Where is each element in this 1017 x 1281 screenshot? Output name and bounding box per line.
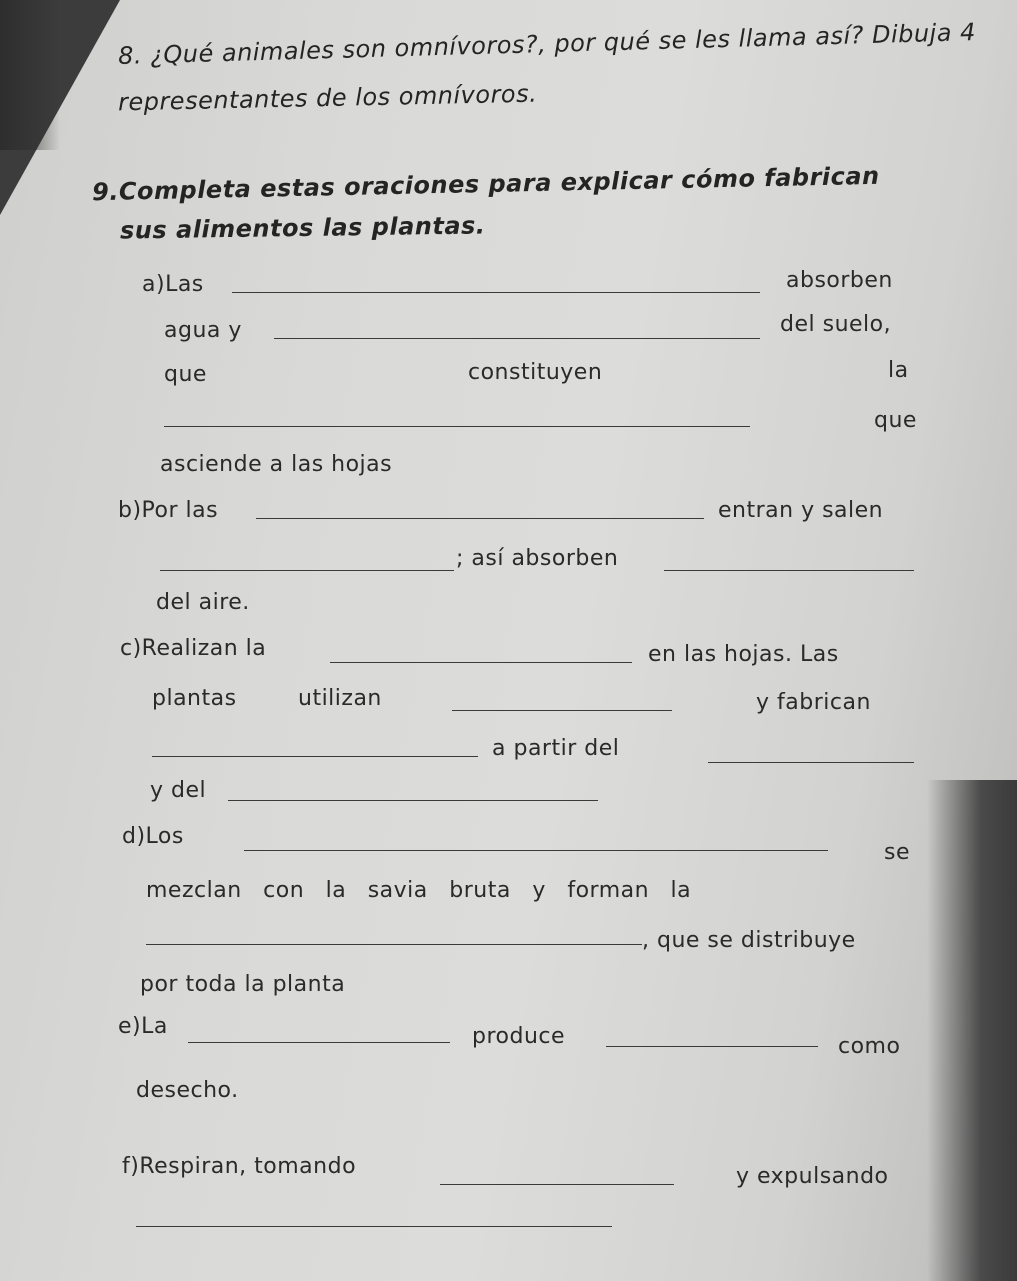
d-los: d)Los — [122, 824, 184, 849]
e-como: como — [838, 1034, 901, 1059]
a-absorben: absorben — [786, 268, 893, 293]
blank-b3[interactable] — [664, 570, 914, 571]
c-en-las-hojas: en las hojas. Las — [648, 642, 839, 667]
e-produce: produce — [472, 1024, 566, 1049]
d-por-toda: por toda la planta — [140, 972, 346, 997]
d-se: se — [884, 840, 910, 865]
d-que-distribuye: , que se distribuye — [642, 928, 856, 953]
b-del-aire: del aire. — [156, 590, 250, 615]
a-agua-y: agua y — [164, 318, 242, 343]
blank-e2[interactable] — [606, 1046, 818, 1047]
blank-a3[interactable] — [164, 426, 750, 427]
shadow-right — [927, 780, 1017, 1281]
blank-c5[interactable] — [228, 800, 598, 801]
question-9-line1: 9.Completa estas oraciones para explicar cómo fabrican — [91, 161, 880, 207]
c-y-del: y del — [150, 778, 207, 803]
blank-f2[interactable] — [136, 1226, 612, 1227]
question-8-line1: 8. ¿Qué animales son omnívoros?, por qué se les llama así? Dibuja 4 — [117, 18, 977, 70]
c-plantas: plantas — [152, 686, 237, 711]
blank-d1[interactable] — [244, 850, 828, 851]
c-realizan-la: c)Realizan la — [120, 636, 267, 661]
c-a-partir-del: a partir del — [492, 736, 620, 761]
blank-c4[interactable] — [708, 762, 914, 763]
a-la: la — [888, 358, 909, 383]
blank-a1[interactable] — [232, 292, 760, 293]
blank-e1[interactable] — [188, 1042, 450, 1043]
c-y-fabrican: y fabrican — [756, 690, 871, 715]
blank-b2[interactable] — [160, 570, 454, 571]
f-respiran: f)Respiran, tomando — [122, 1154, 357, 1179]
c-utilizan: utilizan — [298, 686, 382, 711]
blank-d2[interactable] — [146, 944, 642, 945]
e-la: e)La — [118, 1014, 168, 1039]
a-las: a)Las — [142, 272, 204, 297]
a-que-2: que — [874, 408, 917, 433]
f-expulsando: y expulsando — [736, 1164, 889, 1189]
b-entran-salen: entran y salen — [718, 498, 884, 523]
question-8-line2: representantes de los omnívoros. — [117, 79, 538, 117]
shadow-edge — [0, 0, 60, 150]
a-asciende: asciende a las hojas — [160, 452, 393, 477]
d-mezclan: mezclan con la savia bruta y forman la — [146, 878, 692, 903]
b-por-las: b)Por las — [118, 498, 219, 523]
a-del-suelo: del suelo, — [780, 312, 892, 337]
a-constituyen: constituyen — [468, 360, 603, 385]
blank-c3[interactable] — [152, 756, 478, 757]
blank-c2[interactable] — [452, 710, 672, 711]
e-desecho: desecho. — [136, 1078, 239, 1103]
blank-f1[interactable] — [440, 1184, 674, 1185]
b-asi-absorben: ; así absorben — [456, 546, 619, 571]
blank-b1[interactable] — [256, 518, 704, 519]
question-9-line2: sus alimentos las plantas. — [119, 211, 486, 245]
a-que: que — [164, 362, 207, 387]
blank-a2[interactable] — [274, 338, 760, 339]
blank-c1[interactable] — [330, 662, 632, 663]
